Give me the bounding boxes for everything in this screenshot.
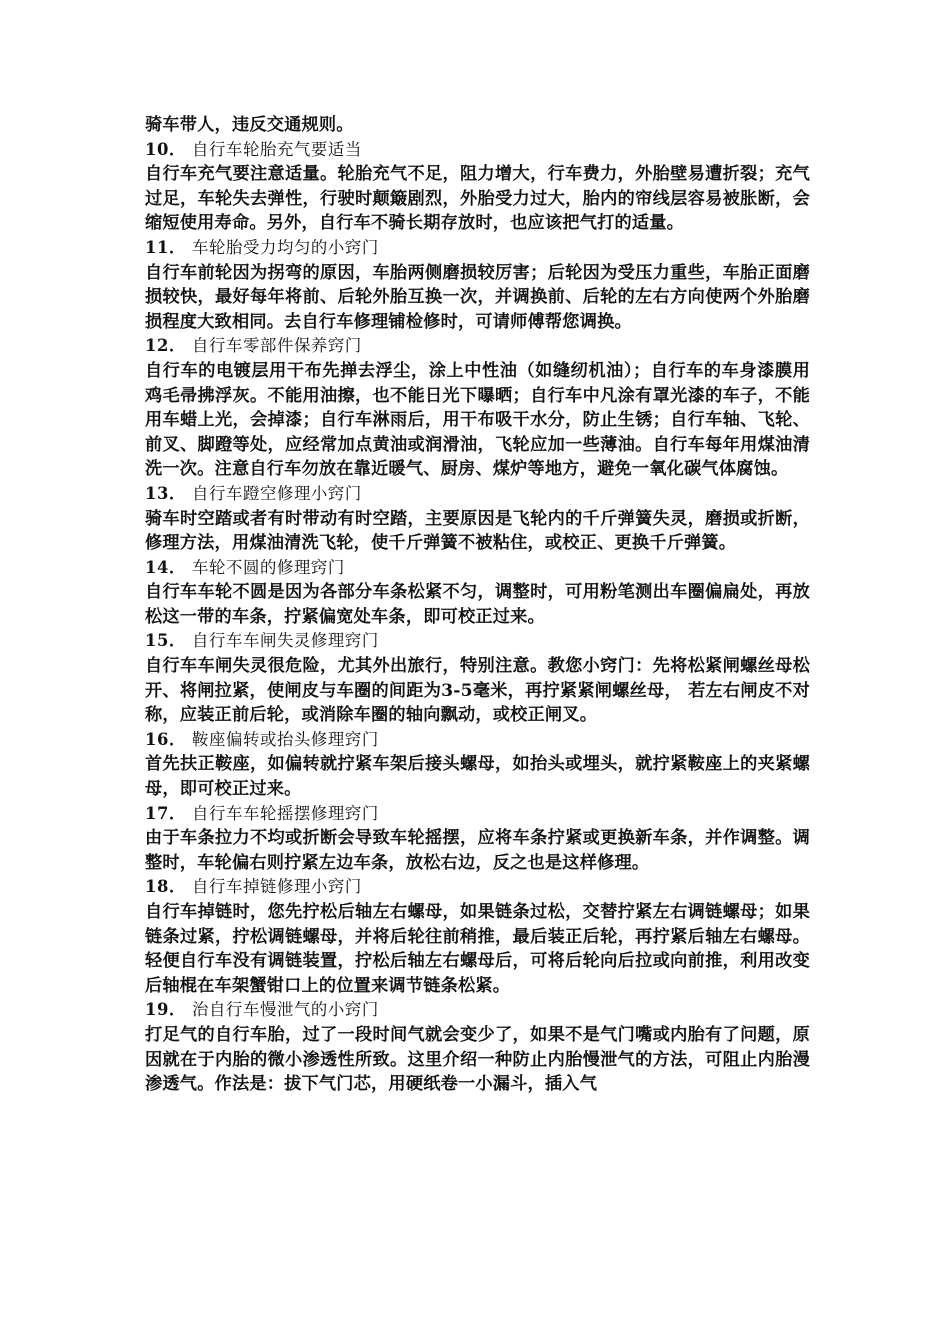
section-heading — [145, 138, 810, 163]
section-body: 骑车时空踏或者有时带动有时空踏，主要原因是飞轮内的千斤弹簧失灵，磨损或折断，修理方法，用煤油清洗飞轮，使千斤弹簧不被粘住，或校正、更换千斤弹簧。 — [145, 508, 810, 554]
section-number: 17． — [145, 803, 186, 823]
section-10 — [145, 138, 810, 236]
section-number: 12． — [145, 336, 186, 356]
section-number: 11． — [145, 237, 186, 257]
section-18 — [145, 875, 810, 998]
section-13 — [145, 482, 810, 556]
section-heading — [145, 334, 810, 359]
section-heading — [145, 482, 810, 507]
section-title: 自行车轮胎充气要适当 — [192, 139, 362, 159]
section-15 — [145, 629, 810, 727]
section-title: 自行车掉链修理小窍门 — [192, 877, 362, 897]
section-heading — [145, 629, 810, 654]
section-number: 18． — [145, 877, 186, 897]
section-number: 13． — [145, 483, 186, 503]
section-title: 治自行车慢泄气的小窍门 — [192, 1000, 379, 1020]
section-14 — [145, 556, 810, 630]
section-12 — [145, 334, 810, 482]
section-heading — [145, 998, 810, 1023]
section-body: 打足气的自行车胎，过了一段时间气就会变少了，如果不是气门嘴或内胎有了问题，原因就在于内胎的微小渗透性所致。这里介绍一种防止内胎慢泄气的方法，可阻止内胎漫渗透气。作法是：拔下气门芯，用硬纸卷一小漏斗，插入气 — [145, 1024, 810, 1095]
section-body: 自行车前轮因为拐弯的原因，车胎两侧磨损较厉害；后轮因为受压力重些，车胎正面磨损较快，最好每年将前、后轮外胎互换一次，并调换前、后轮的左右方向使两个外胎磨损程度大致相同。去自行车修理铺检修时，可请师傅帮您调换。 — [145, 262, 810, 332]
section-title: 自行车车轮摇摆修理窍门 — [192, 803, 379, 823]
section-title: 自行车零部件保养窍门 — [192, 336, 362, 356]
section-body: 自行车的电镀层用干布先掸去浮尘，涂上中性油（如缝纫机油）；自行车的车身漆膜用鸡毛帚拂浮灰。不能用油擦，也不能日光下曝晒；自行车中凡涂有罩光漆的车子，不能用车蜡上光，会掉漆；自行车淋雨后，用干布吸干水分，防止生锈；自行车轴、飞轮、前叉、脚蹬等处，应经常加点黄油或润滑油，飞轮应加一些薄油。自行车每年用煤油清洗一次。注意自行车勿放在靠近暖气、厨房、煤炉等地方，避免一氧化碳气体腐蚀。 — [145, 360, 810, 480]
section-body: 首先扶正鞍座，如偏转就拧紧车架后接头螺母，如抬头或埋头，就拧紧鞍座上的夹紧螺母，即可校正过来。 — [145, 754, 810, 800]
section-heading — [145, 236, 810, 261]
section-16 — [145, 728, 810, 802]
section-heading — [145, 875, 810, 900]
section-body: 自行车车轮不圆是因为各部分车条松紧不匀，调整时，可用粉笔测出车圈偏扁处，再放松这一带的车条，拧紧偏宽处车条，即可校正过来。 — [145, 582, 810, 627]
section-number: 14． — [145, 557, 186, 577]
section-number: 19． — [145, 1000, 186, 1020]
section-body: 自行车充气要注意适量。轮胎充气不足，阻力增大，行车费力，外胎壁易遭折裂；充气过足，车轮失去弹性，行驶时颠簸剧烈，外胎受力过大，胎内的帘线层容易被胀断，会缩短使用寿命。另外，自行车不骑长期存放时，也应该把气打的适量。 — [145, 164, 810, 234]
section-number: 16． — [145, 729, 186, 749]
section-title: 自行车蹬空修理小窍门 — [192, 483, 362, 503]
section-body: 由于车条拉力不均或折断会导致车轮摇摆，应将车条拧紧或更换新车条，并作调整。调整时，车轮偏右则拧紧左边车条，放松右边，反之也是这样修理。 — [145, 828, 810, 873]
section-11 — [145, 236, 810, 334]
section-title: 车轮胎受力均匀的小窍门 — [192, 237, 379, 257]
section-heading — [145, 556, 810, 581]
section-body: 自行车掉链时，您先拧松后轴左右螺母，如果链条过松，交替拧紧左右调链螺母；如果链条过紧，拧松调链螺母，并将后轮往前稍推，最后装正后轮，再拧紧后轴左右螺母。轻便自行车没有调链装置，拧松后轴左右螺母后，可将后轮向后拉或向前推，利用改变后轴棍在车架蟹钳口上的位置来调节链条松紧。 — [145, 902, 810, 996]
section-heading — [145, 728, 810, 753]
section-number: 15． — [145, 631, 186, 651]
section-title: 车轮不圆的修理窍门 — [192, 557, 345, 577]
lead-paragraph: 骑车带人，违反交通规则。 — [145, 115, 354, 135]
section-title: 自行车车闸失灵修理窍门 — [192, 631, 379, 651]
section-body: 自行车车闸失灵很危险，尤其外出旅行，特别注意。教您小窍门：先将松紧闸螺丝母松开、将闸拉紧，使闸皮与车圈的间距为3-5毫米，再拧紧紧闸螺丝母， 若左右闸皮不对称，应装正前后轮，或消除车圈的轴向飘动，或校正闸叉。 — [145, 656, 810, 726]
section-19 — [145, 998, 810, 1096]
section-17 — [145, 802, 810, 876]
document-page — [145, 113, 810, 1097]
section-heading — [145, 802, 810, 827]
section-title: 鞍座偏转或抬头修理窍门 — [192, 729, 379, 749]
section-number: 10． — [145, 139, 186, 159]
